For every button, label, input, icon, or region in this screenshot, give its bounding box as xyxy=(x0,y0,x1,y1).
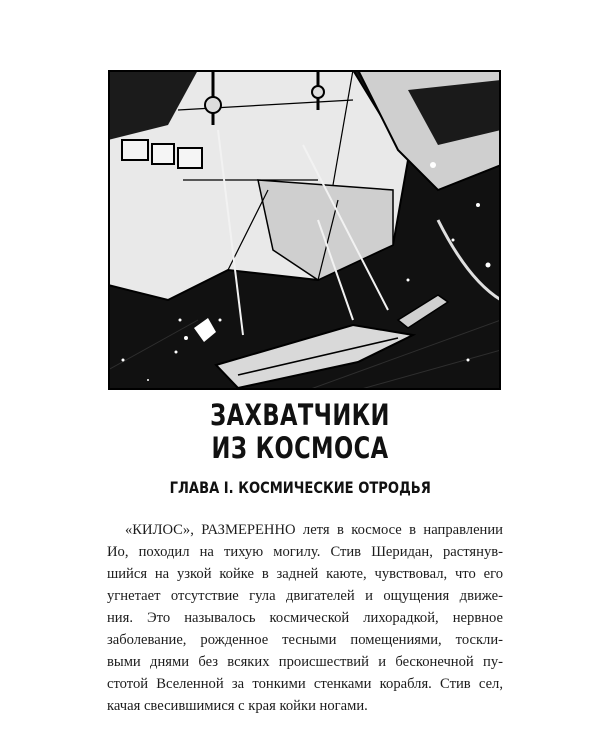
body-paragraph xyxy=(107,519,503,717)
chapter-heading xyxy=(0,478,600,497)
story-title xyxy=(0,399,600,465)
paragraph-line: заболевание, рожденное тесными помещениями, тоскли- xyxy=(107,632,503,648)
paragraph-line: ния. Это называлось космической лихорадкой, нервное xyxy=(107,610,503,626)
spaceship-illustration xyxy=(108,70,501,390)
antenna-bulb xyxy=(312,86,324,98)
illustration-svg xyxy=(108,70,501,390)
paragraph-line: угнетает отсутствие гула двигателей и ощущения движе- xyxy=(107,588,503,604)
paragraph-line: выми днями без всяких происшествий и бесконечной пу- xyxy=(107,654,503,670)
paragraph-line: шийся на узкой койке в задней каюте, чувствовал, что его xyxy=(107,566,503,582)
story-title-line-2: ИЗ КОСМОСА xyxy=(211,431,389,465)
paragraph-line: стотой Вселенной за тонкими стенками корабля. Стив сел, xyxy=(107,676,503,692)
antenna-bulb xyxy=(205,97,221,113)
chapter-heading-text: ГЛАВА I. КОСМИЧЕСКИЕ ОТРОДЬЯ xyxy=(169,478,431,497)
paragraph-line: «КИЛОС», РАЗМЕРЕННО летя в космосе в направлении xyxy=(125,522,503,538)
paragraph-line: Ио, походил на тихую могилу. Стив Шеридан, растянув- xyxy=(107,544,503,560)
story-title-line-1: ЗАХВАТЧИКИ xyxy=(210,398,390,432)
paragraph-line: качая свесившимися с края койки ногами. xyxy=(107,698,368,714)
